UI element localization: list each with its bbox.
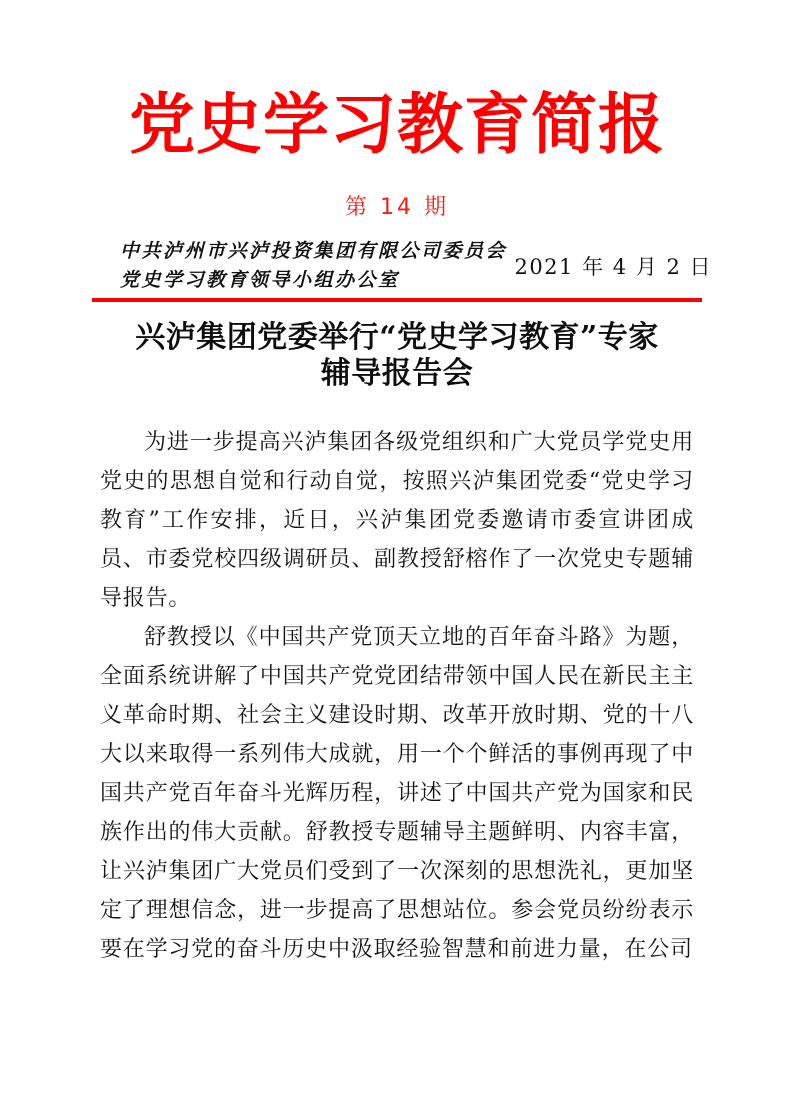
masthead-rule	[92, 298, 702, 302]
article-headline	[50, 320, 744, 392]
issuing-organization-line1: 中共泸州市兴泸投资集团有限公司委员会	[120, 240, 508, 262]
article-body	[100, 423, 694, 969]
article-paragraph-2: 舒教授以《中国共产党顶天立地的百年奋斗路》为题，全面系统讲解了中国共产党党团结带领中国人民在新民主主义革命时期、社会主义建设时期、改革开放时期、党的十八大以来取得一系列伟大成就，用一个个鲜活的事例再现了中国共产党百年奋斗光辉历程，讲述了中国共产党为国家和民族作出的伟大贡献。舒教授专题辅导主题鲜明、内容丰富，让兴泸集团广大党员们受到了一次深刻的思想洗礼，更加坚定了理想信念，进一步提高了思想站位。参会党员纷纷表示要在学习党的奋斗历史中汲取经验智慧和前进力量，在公司	[100, 625, 694, 962]
header-row	[120, 237, 714, 295]
issue-date: 2021 年 4 月 2 日	[514, 255, 712, 279]
issue-number: 第 14 期	[345, 195, 449, 220]
article-headline-line2: 辅导报告会	[320, 356, 474, 391]
article-paragraph-1: 为进一步提高兴泸集团各级党组织和广大党员学党史用党史的思想自觉和行动自觉，按照兴泸集团党委“党史学习教育”工作安排，近日，兴泸集团党委邀请市委宣讲团成员、市委党校四级调研员、副教授舒榕作了一次党史专题辅导报告。	[100, 430, 694, 611]
masthead-title: 党史学习教育简报	[129, 85, 665, 163]
issuing-organization-line2: 党史学习教育领导小组办公室	[120, 269, 400, 291]
article-headline-line1: 兴泸集团党委举行“党史学习教育”专家	[135, 320, 659, 355]
issuing-organization	[120, 237, 507, 295]
